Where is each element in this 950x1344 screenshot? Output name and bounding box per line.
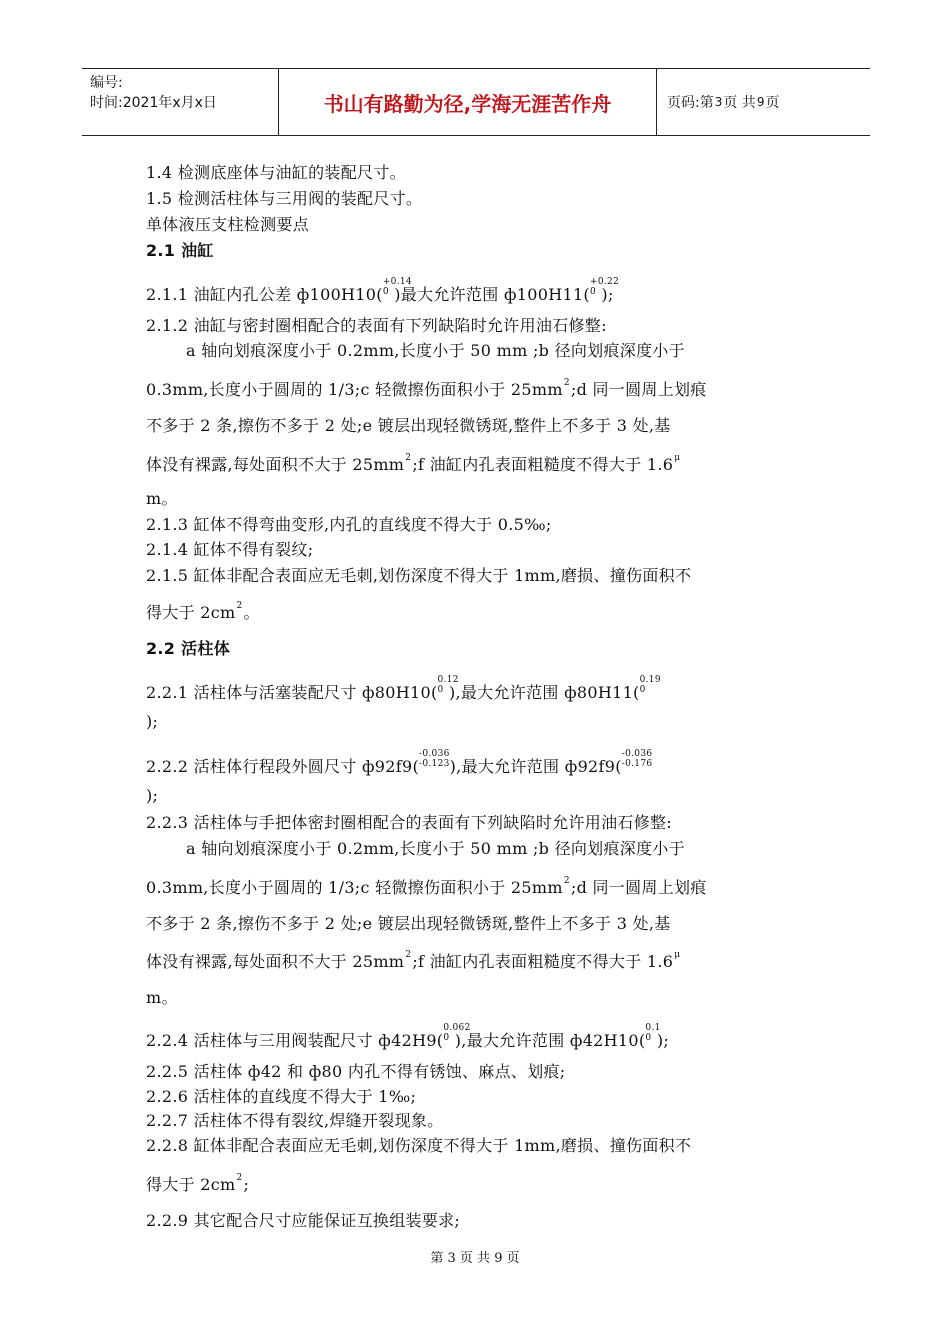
text-line: [146, 949, 681, 972]
tolerance: [437, 675, 459, 701]
tolerance-lower: 0: [639, 685, 646, 695]
page-prefix: 页码:第: [667, 95, 714, 111]
text-run: ;d 同一圆周上划痕: [570, 878, 707, 897]
text-line: 1.5 检测活柱体与三用阀的装配尺寸。: [146, 189, 423, 208]
superscript: 2: [563, 378, 570, 388]
page-footer: 第 3 页 共 9 页: [430, 1251, 520, 1266]
text-run: 。: [243, 603, 260, 622]
tolerance: [589, 277, 620, 303]
text-line: [146, 377, 707, 400]
tolerance-lower: -0.123: [419, 759, 450, 769]
text-line: a 轴向划痕深度小于 0.2mm,长度小于 50 mm ;b 径向划痕深度小于: [186, 341, 685, 360]
text-line: 2.1.5 缸体非配合表面应无毛刺,划伤深度不得大于 1mm,磨损、撞伤面积不: [146, 566, 692, 585]
section-heading: 2.2 活柱体: [146, 639, 231, 658]
code-label: 编号:: [90, 75, 123, 91]
page-mid: 页 共: [723, 95, 756, 111]
text-run: ;d 同一圆周上划痕: [570, 380, 707, 399]
text-run: ),最大允许范围 ф92f9(: [449, 757, 622, 776]
tolerance-upper: +0.14: [382, 277, 412, 287]
text-run: 得大于 2cm: [146, 603, 236, 622]
text-run: 2.1.1 油缸内孔公差 ф100H10(: [146, 285, 383, 304]
tolerance-upper: 0.1: [645, 1023, 661, 1033]
text-run: ),最大允许范围 ф42H10(: [449, 1031, 646, 1050]
tolerance-upper: 0.19: [639, 675, 661, 685]
tolerance-lower: 0: [382, 287, 389, 297]
page-number: 3: [714, 95, 723, 109]
text-run: ;: [243, 1175, 250, 1194]
text-line: );: [146, 786, 159, 805]
text-line: 不多于 2 条,擦伤不多于 2 处;e 镀层出现轻微锈斑,整件上不多于 3 处,基: [146, 914, 671, 933]
text-line: 2.2.6 活柱体的直线度不得大于 1‰;: [146, 1087, 417, 1106]
text-run: )最大允许范围 ф100H11(: [388, 285, 590, 304]
text-run: 体没有裸露,每处面积不大于 25mm: [146, 952, 405, 971]
tolerance-lower: 0: [645, 1033, 652, 1043]
superscript: 2: [563, 876, 570, 886]
text-line: 2.2.5 活柱体 ф42 和 ф80 内孔不得有锈蚀、麻点、划痕;: [146, 1062, 566, 1081]
tolerance: [443, 1023, 471, 1049]
text-line: 2.1.2 油缸与密封圈相配合的表面有下列缺陷时允许用油石修整:: [146, 316, 607, 335]
header-page-cell: [657, 69, 870, 135]
tolerance-lower: 0: [443, 1033, 450, 1043]
superscript: 2: [405, 453, 412, 463]
text-line: 1.4 检测底座体与油缸的装配尺寸。: [146, 163, 406, 182]
tolerance-lower: -0.176: [621, 759, 653, 769]
text-run: 得大于 2cm: [146, 1175, 236, 1194]
tolerance-upper: -0.036: [419, 749, 450, 759]
section-heading: 2.1 油缸: [146, 241, 214, 260]
text-run: 2.2.4 活柱体与三用阀装配尺寸 ф42H9(: [146, 1031, 444, 1050]
text-line: 2.2.8 缸体非配合表面应无毛刺,划伤深度不得大于 1mm,磨损、撞伤面积不: [146, 1136, 692, 1155]
tolerance: [621, 749, 653, 775]
text-run: 2.2.2 活柱体行程段外圆尺寸 ф92f9(: [146, 757, 420, 776]
text-line: a 轴向划痕深度小于 0.2mm,长度小于 50 mm ;b 径向划痕深度小于: [186, 839, 685, 858]
page-suffix: 页: [765, 95, 780, 111]
text-line: [146, 600, 260, 623]
text-line: 不多于 2 条,擦伤不多于 2 处;e 镀层出现轻微锈斑,整件上不多于 3 处,基: [146, 416, 671, 435]
tolerance-upper: 0.12: [437, 675, 459, 685]
tolerance-lower: 0: [589, 287, 597, 297]
page-total: 9: [756, 95, 765, 109]
text-run: 体没有裸露,每处面积不大于 25mm: [146, 455, 405, 474]
text-line: 2.1.4 缸体不得有裂纹;: [146, 540, 314, 559]
page-header: [82, 68, 870, 136]
text-line: [146, 749, 653, 777]
text-line: [146, 875, 707, 898]
tolerance-lower: 0: [437, 685, 444, 695]
text-line: [146, 1023, 670, 1051]
text-line: );: [146, 712, 159, 731]
text-line: m。: [146, 988, 178, 1007]
tolerance: [645, 1023, 661, 1049]
text-run: ),最大允许范围 ф80H11(: [443, 683, 640, 702]
tolerance-upper: +0.22: [589, 277, 620, 287]
text-line: [146, 1172, 249, 1195]
tolerance-upper: 0.062: [443, 1023, 471, 1033]
text-line: 2.2.9 其它配合尺寸应能保证互换组装要求;: [146, 1211, 461, 1230]
superscript: μ: [674, 453, 681, 463]
superscript: 2: [405, 950, 412, 960]
text-run: );: [651, 1031, 670, 1050]
text-line: 单体液压支柱检测要点: [146, 215, 310, 234]
text-run: 0.3mm,长度小于圆周的 1/3;c 轻微擦伤面积小于 25mm: [146, 878, 563, 897]
text-run: 0.3mm,长度小于圆周的 1/3;c 轻微擦伤面积小于 25mm: [146, 380, 563, 399]
text-run: ;f 油缸内孔表面粗糙度不得大于 1.6: [412, 952, 674, 971]
text-run: 2.2.1 活柱体与活塞装配尺寸 ф80H10(: [146, 683, 438, 702]
time-label: 时间:2021年x月x日: [90, 95, 217, 111]
superscript: 2: [236, 601, 243, 611]
header-info-cell: [82, 69, 279, 135]
tolerance: [419, 749, 450, 775]
tolerance-upper: -0.036: [621, 749, 653, 759]
tolerance: [639, 675, 661, 701]
text-run: ;f 油缸内孔表面粗糙度不得大于 1.6: [412, 455, 674, 474]
tolerance: [382, 277, 412, 303]
header-motto: 书山有路勤为径,学海无涯苦作舟: [279, 69, 657, 135]
text-line: m。: [146, 489, 178, 508]
superscript: 2: [236, 1173, 243, 1183]
superscript: μ: [674, 950, 681, 960]
text-line: [146, 675, 661, 703]
text-line: 2.1.3 缸体不得弯曲变形,内孔的直线度不得大于 0.5‰;: [146, 515, 552, 534]
text-line: [146, 277, 620, 305]
text-run: );: [596, 285, 614, 304]
text-line: 2.2.7 活柱体不得有裂纹,焊缝开裂现象。: [146, 1111, 444, 1130]
text-line: [146, 452, 681, 475]
text-line: 2.2.3 活柱体与手把体密封圈相配合的表面有下列缺陷时允许用油石修整:: [146, 813, 672, 832]
